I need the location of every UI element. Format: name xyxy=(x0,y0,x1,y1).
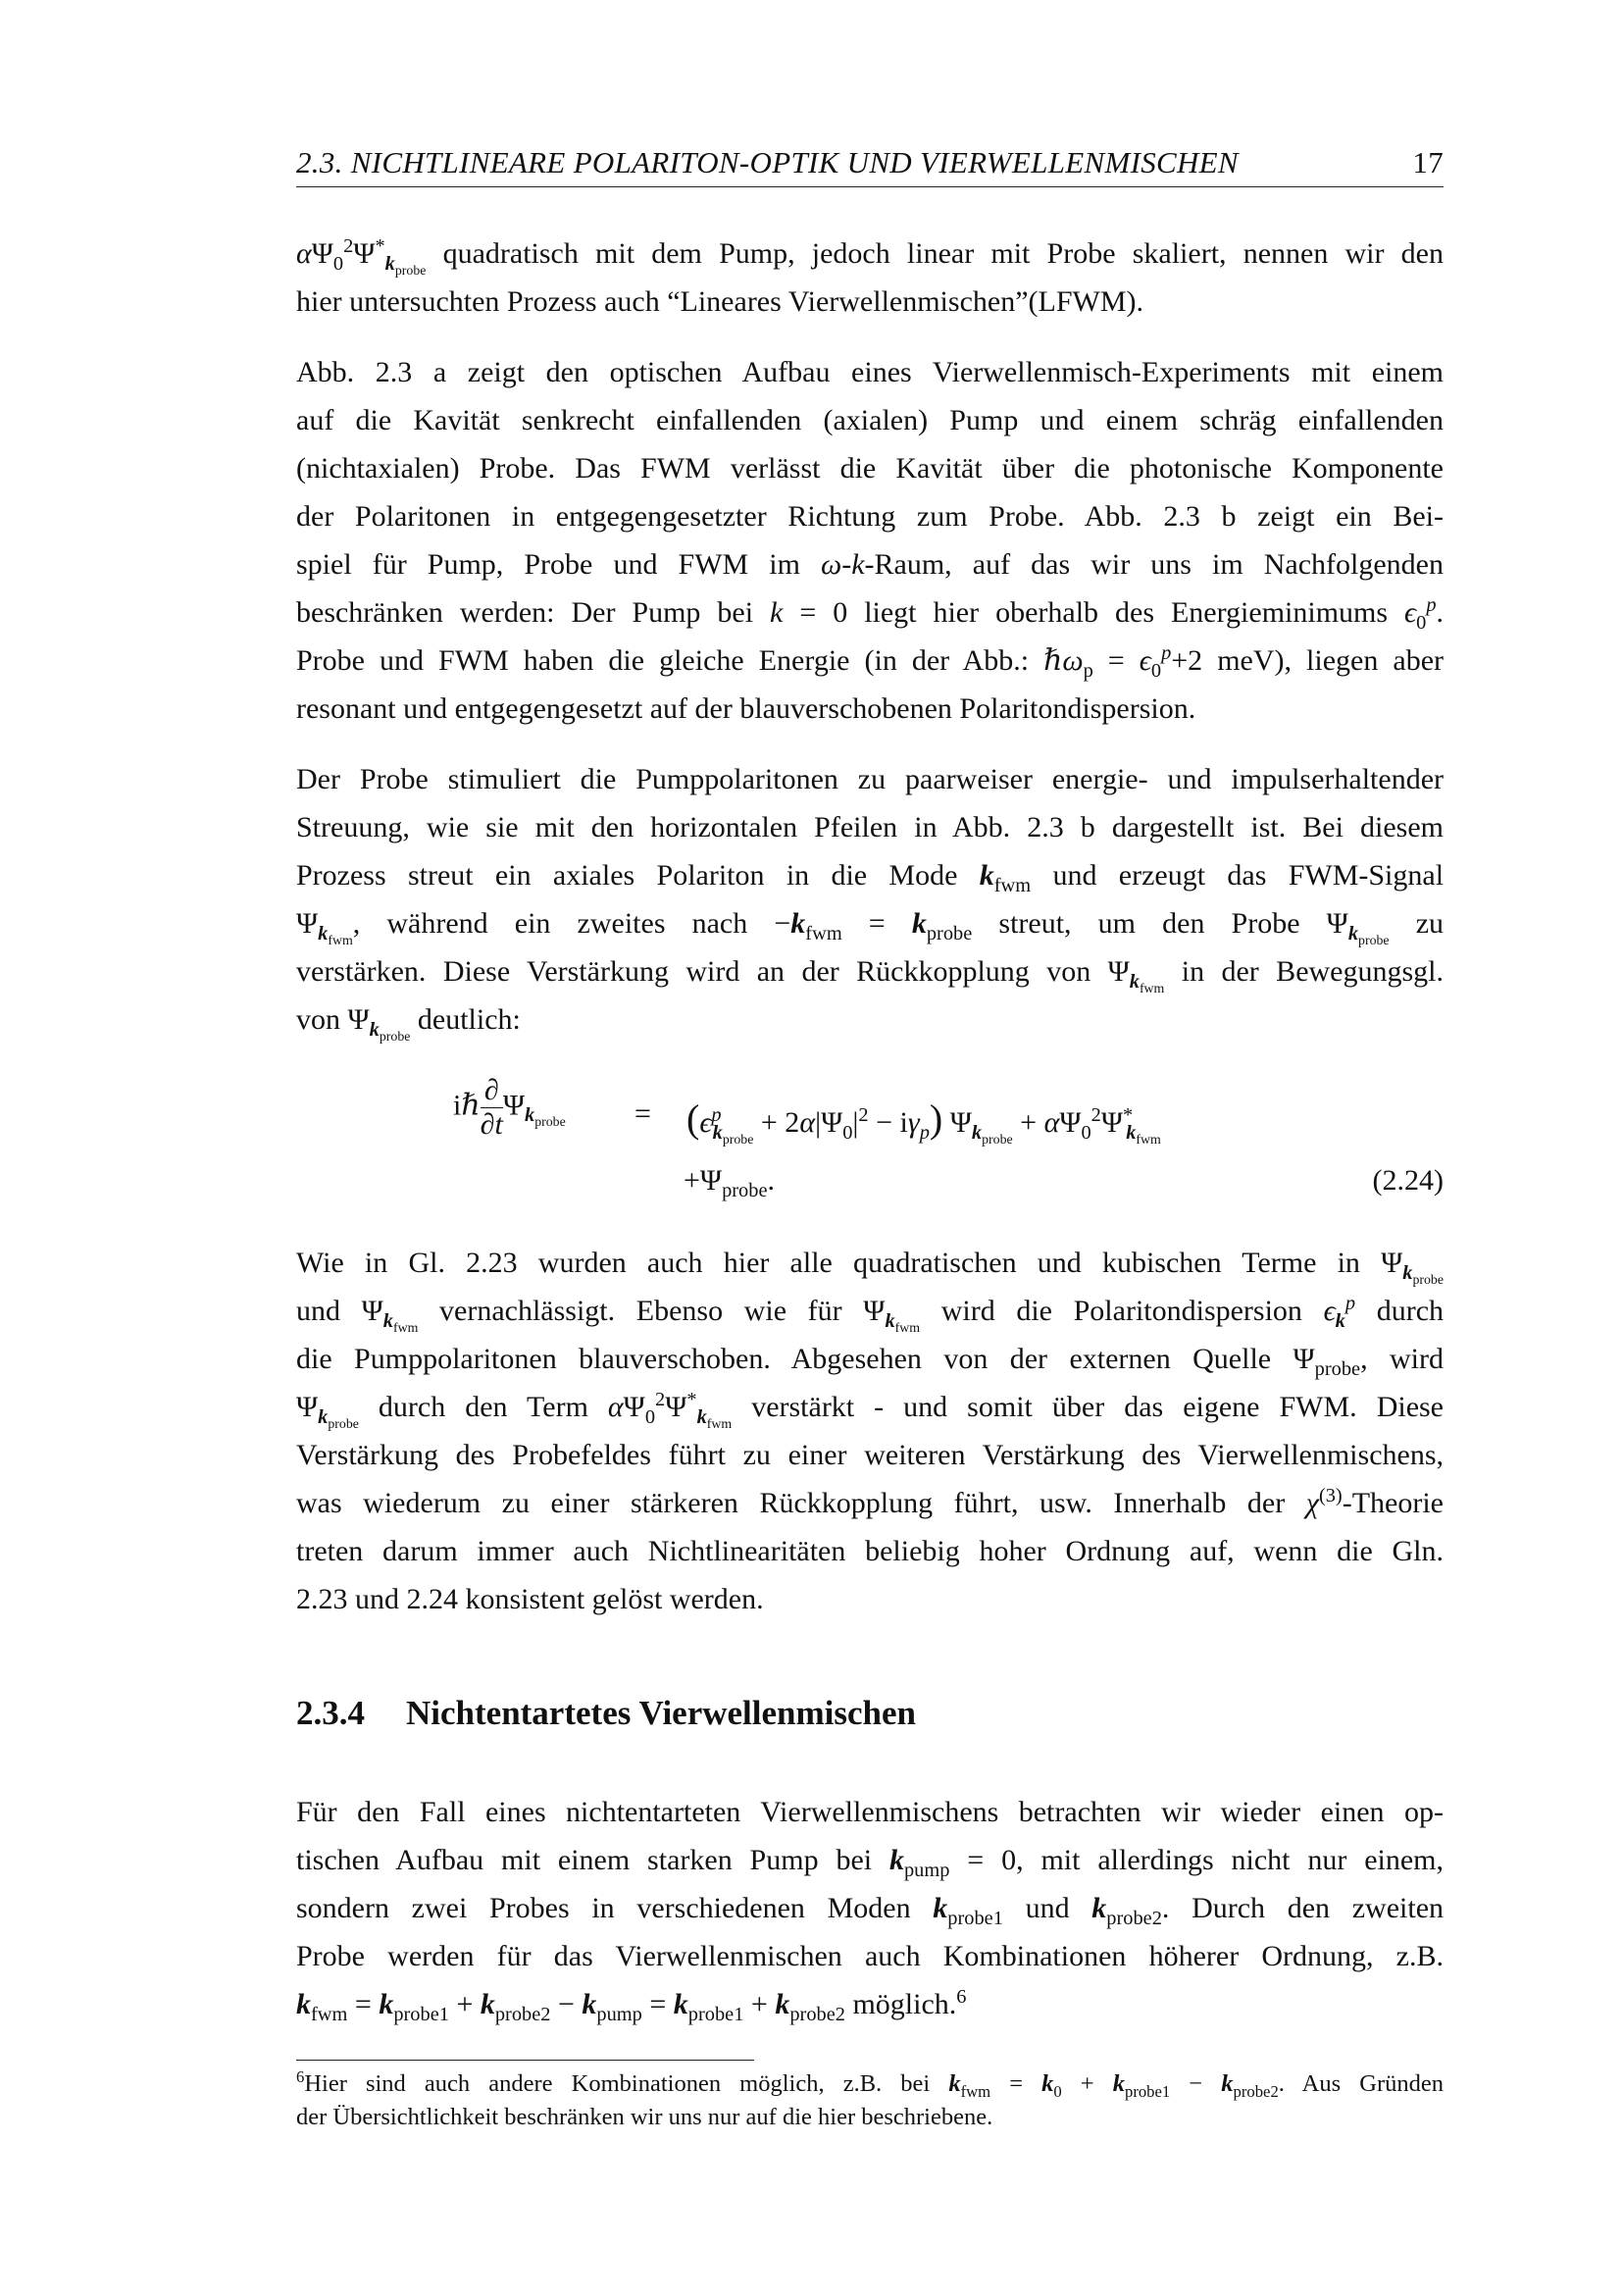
text-line: Prozess streut ein axiales Polariton in die Mode $k_{fwm}$ und erzeugt das FWM-Signal xyxy=(296,859,1445,896)
section-heading xyxy=(296,1694,916,1733)
text-line: treten darum immer auch Nichtlinearitäten beliebig hoher Ordnung auf, wenn die Gln. xyxy=(296,1535,1444,1567)
text-line: $\Psi_{k_{probe}}$ durch den Term $\alpha\Psi_0^2\Psi^*_{k_{fwm}}$ verstärkt - und somit über das eigene FWM. Diese xyxy=(296,1389,1444,1433)
text-line: tischen Aufbau mit einem starken Pump bei $k_{pump} = 0$, mit allerdings nicht nur einem, xyxy=(296,1844,1445,1881)
paragraph-3 xyxy=(296,755,1444,1044)
text-line: die Pumppolaritonen blauverschoben. Abgesehen von der externen Quelle $\Psi_{probe}$, wird xyxy=(296,1343,1444,1380)
text-line: sondern zwei Probes in verschiedenen Moden $k_{probe1}$ und $k_{probe2}$. Durch den zweiten xyxy=(296,1892,1445,1929)
equation-number: (2.24) xyxy=(1372,1164,1444,1197)
equation-equals: = xyxy=(634,1097,651,1130)
text-line: Der Probe stimuliert die Pumppolaritonen zu paarweiser energie- und impulserhaltender xyxy=(296,763,1444,795)
equation-lhs: iℏ $\frac{\partial}{\partial t}$ $\Psi_{k_{probe}}$ xyxy=(453,1074,566,1141)
text-line: der Übersichtlichkeit beschränken wir uns nur auf die hier beschriebene. xyxy=(296,2104,993,2130)
text-line: Verstärkung des Probefeldes führt zu einer weiteren Verstärkung des Vierwellenmischens, xyxy=(296,1439,1444,1471)
text-line: von $\Psi_{k_{probe}}$ deutlich: xyxy=(296,1003,521,1046)
text-line: resonant und entgegengesetzt auf der blauverschobenen Polaritondispersion. xyxy=(296,692,1196,725)
footnote-marker[interactable]: 6 xyxy=(956,1986,967,2008)
partial-derivative: $\frac{\partial}{\partial t}$ xyxy=(480,1074,503,1141)
equation-rhs-line2: $+\Psi_{probe}$. xyxy=(684,1164,775,1201)
footnote-rule xyxy=(296,2060,754,2061)
equation-rhs-line1: $(\epsilon^p_{k_{probe}} + 2\alpha|\Psi_0|^2 - i\gamma_p) \Psi_{k_{probe}} + \alpha\Psi_0^2\Psi^*_{k_{fwm}}$ xyxy=(686,1097,1161,1148)
paragraph-1 xyxy=(296,230,1444,326)
section-title: Nichtentartetes Vierwellenmischen xyxy=(406,1694,916,1732)
text-line: Wie in Gl. 2.23 wurden auch hier alle quadratischen und kubischen Terme in $\Psi_{k_{probe}}$ xyxy=(296,1247,1444,1289)
text-line: was wiederum zu einer stärkeren Rückkopplung führt, usw. Innerhalb der $\chi^{(3)}$-Theorie xyxy=(296,1485,1444,1519)
text-line: spiel für Pump, Probe und FWM im ω-k-Raum, auf das wir uns im Nachfolgenden xyxy=(296,548,1444,581)
paragraph-2 xyxy=(296,348,1444,733)
text-line: beschränken werden: Der Pump bei k = 0 liegt hier oberhalb des Energieminimums $\epsilon_0^p$. xyxy=(296,594,1445,634)
paragraph-4 xyxy=(296,1239,1444,1623)
text-line: Streuung, wie sie mit den horizontalen Pfeilen in Abb. 2.3 b dargestellt ist. Bei diesem xyxy=(296,811,1444,843)
text-line: Für den Fall eines nichtentarteten Vierwellenmischens betrachten wir wieder einen op- xyxy=(296,1796,1444,1828)
equation-2-24 xyxy=(296,1074,1444,1211)
text-line: $\Psi_{k_{fwm}}$, während ein zweites nach $-k_{fwm} = k_{probe}$ streut, um den Probe $\Psi_{k_{probe}}$ zu xyxy=(296,907,1445,949)
text-line: $\alpha\Psi_0^2\Psi^*_{k_{probe}}$ quadratisch mit dem Pump, jedoch linear mit Probe skaliert, nennen wir den xyxy=(296,235,1445,280)
footnote-6 xyxy=(296,2067,1444,2134)
text-line: 2.23 und 2.24 konsistent gelöst werden. xyxy=(296,1583,764,1615)
text-line: Abb. 2.3 a zeigt den optischen Aufbau eines Vierwellenmisch-Experiments mit einem xyxy=(296,356,1444,388)
text-line: und $\Psi_{k_{fwm}}$ vernachlässigt. Ebenso wie für $\Psi_{k_{fwm}}$ wird die Polaritondispersion $\epsilon_k^p$ durch xyxy=(296,1293,1445,1337)
section-number: 2.3.4 xyxy=(296,1694,365,1732)
text-line: $^6$Hier sind auch andere Kombinationen möglich, z.B. bei $k_{fwm} = k_0 + k_{probe1} - k_{probe2}$. Aus Gründen xyxy=(296,2066,1444,2101)
text-line: (nichtaxialen) Probe. Das FWM verlässt die Kavität über die photonische Komponente xyxy=(296,452,1444,485)
text-line: $k_{fwm} = k_{probe1} + k_{probe2} - k_{pump} = k_{probe1} + k_{probe2}$ möglich.$^6$ xyxy=(296,1986,967,2025)
text-line: Probe und FWM haben die gleiche Energie (in der Abb.: ℏω$_p$ = $\epsilon_0^p+2$ meV), liegen aber xyxy=(296,642,1445,682)
text-line: der Polaritonen in entgegengesetzter Richtung zum Probe. Abb. 2.3 b zeigt ein Bei- xyxy=(296,500,1444,533)
text-line: auf die Kavität senkrecht einfallenden (axialen) Pump und einem schräg einfallenden xyxy=(296,404,1444,436)
text-line: Probe werden für das Vierwellenmischen auch Kombinationen höherer Ordnung, z.B. xyxy=(296,1940,1444,1972)
running-header xyxy=(296,145,1444,187)
text-line: verstärken. Diese Verstärkung wird an der Rückkopplung von $\Psi_{k_{fwm}}$ in der Bewegungsgl. xyxy=(296,955,1444,997)
page-number: 17 xyxy=(1412,145,1444,179)
text-line: hier untersuchten Prozess auch “Lineares Vierwellenmischen”(LFWM). xyxy=(296,285,1143,318)
running-header-title: 2.3. NICHTLINEARE POLARITON-OPTIK UND VIERWELLENMISCHEN xyxy=(296,145,1239,179)
paragraph-5 xyxy=(296,1788,1444,2028)
